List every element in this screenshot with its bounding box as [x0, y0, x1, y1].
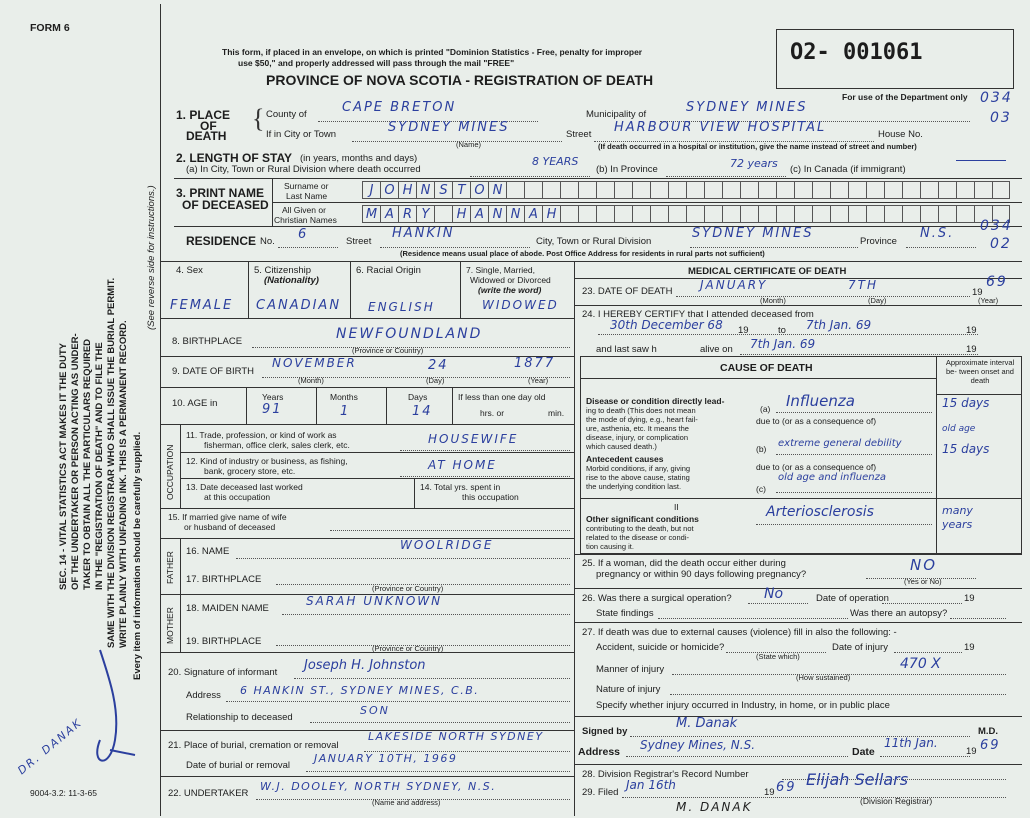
- envelope-line1: This form, if placed in an envelope, on which is printed "Dominion Statistics - Free, penalty for improper: [222, 47, 643, 57]
- citizen-value: CANADIAN: [256, 298, 342, 313]
- surname-label2: Last Name: [286, 191, 328, 201]
- external-label: 27. If death was due to external causes (violence) fill in also the following: -: [582, 627, 897, 638]
- occupation-vlabel: OCCUPATION: [165, 444, 175, 500]
- mother-maiden-label: 18. MAIDEN NAME: [186, 603, 269, 614]
- residence-province-label: Province: [860, 236, 897, 247]
- letter-box: J: [362, 181, 380, 199]
- sec14-line3: TAKER TO OBTAIN ALL THE PARTICULARS REQUIRED: [82, 338, 93, 590]
- letter-box: R: [398, 205, 416, 223]
- margin-signature-scribble: [80, 640, 140, 780]
- informant-sig-label: 20. Signature of informant: [168, 667, 278, 678]
- marital-label3: (write the word): [478, 285, 542, 295]
- residence-city: SYDNEY MINES: [692, 226, 814, 241]
- letter-box: H: [542, 205, 560, 223]
- middle-rule: [574, 262, 575, 816]
- dob-month: NOVEMBER: [272, 356, 357, 370]
- age-years: 91: [262, 402, 283, 417]
- med-date-year: 69: [980, 738, 1001, 753]
- mother-maiden: SARAH UNKNOWN: [306, 594, 443, 608]
- autopsy-label: Was there an autopsy?: [850, 608, 948, 619]
- surname-boxes: [362, 181, 1010, 199]
- stay-b-value: 72 years: [730, 157, 778, 170]
- birthplace-value: NEWFOUNDLAND: [336, 326, 483, 342]
- letter-box: [830, 205, 848, 223]
- place-label1: 1. PLACE: [176, 108, 231, 122]
- dob-day-cap: (Day): [426, 376, 445, 385]
- min-label: min.: [548, 408, 565, 418]
- attend-from-19: 19: [738, 325, 749, 336]
- letter-box: [578, 205, 596, 223]
- letter-box: [632, 205, 650, 223]
- letter-box: [812, 181, 830, 199]
- woman-value: NO: [910, 556, 938, 574]
- lessday-label: If less than one day old: [458, 392, 546, 402]
- residence-city-label: City, Town or Rural Division: [536, 236, 652, 247]
- place-code1: 034: [980, 90, 1013, 106]
- disease-sub1: ing to death (This does not mean: [586, 406, 696, 415]
- dob-label: 9. DATE OF BIRTH: [172, 366, 254, 377]
- injury-date-19: 19: [964, 642, 975, 653]
- cause-b: extreme general debility: [778, 438, 902, 449]
- letter-box: [812, 205, 830, 223]
- letter-box: Y: [416, 205, 434, 223]
- form-code: 9004-3.2: 11-3-65: [30, 788, 97, 798]
- letter-box: [614, 181, 632, 199]
- other-sub1: contributing to the death, but not: [586, 524, 694, 533]
- disease-label: Disease or condition directly lead-: [586, 396, 725, 406]
- given-label: All Given or: [282, 205, 326, 215]
- letter-box: H: [452, 205, 470, 223]
- spouse-label: 15. If married give name of wife: [168, 512, 287, 522]
- letter-box: [758, 181, 776, 199]
- stay-sub: (in years, months and days): [300, 153, 418, 164]
- letter-box: [776, 205, 794, 223]
- industry-value: AT HOME: [428, 458, 497, 472]
- dob-day: 24: [428, 358, 449, 373]
- letter-box: [650, 181, 668, 199]
- letter-box: [830, 181, 848, 199]
- citizen-label: 5. Citizenship: [254, 265, 312, 276]
- spouse-label2: or husband of deceased: [184, 522, 276, 532]
- letter-box: [506, 181, 524, 199]
- letter-box: N: [488, 205, 506, 223]
- letter-box: [956, 181, 974, 199]
- city-value: SYDNEY MINES: [388, 120, 510, 135]
- burial-date: JANUARY 10TH, 1969: [314, 752, 458, 765]
- letter-box: [848, 205, 866, 223]
- injury-place-label: Specify whether injury occurred in Industry, in home, or in public place: [596, 700, 890, 711]
- surname-label: Surname or: [284, 181, 329, 191]
- letter-box: [542, 181, 560, 199]
- father-name: WOOLRIDGE: [400, 538, 494, 552]
- how-caption: (How sustained): [796, 673, 851, 682]
- med-date: 11th Jan.: [884, 736, 938, 750]
- letter-box: [740, 205, 758, 223]
- residence-label: RESIDENCE: [186, 234, 257, 248]
- informant-address: 6 HANKIN ST., SYDNEY MINES, C.B.: [240, 684, 480, 697]
- total-label2: this occupation: [462, 492, 519, 502]
- place-label2: OF: [200, 119, 217, 133]
- signed-label: Signed by: [582, 726, 628, 737]
- mother-vlabel: MOTHER: [165, 607, 175, 644]
- sec14-line6: WRITE PLAINLY WITH UNFADING INK. THIS IS A PERMANENT RECORD.: [118, 320, 129, 648]
- op-date-19: 19: [964, 593, 975, 604]
- father-caption: (Province or Country): [372, 584, 444, 593]
- dept-use: For use of the Department only: [842, 92, 968, 102]
- filed-year: 69: [776, 780, 797, 795]
- lastsaw-date: 7th Jan. 69: [750, 337, 816, 351]
- letter-box: O: [380, 181, 398, 199]
- citizen-sub: (Nationality): [264, 275, 319, 286]
- disease-sub5: which caused death.): [586, 442, 657, 451]
- letter-box: [992, 181, 1010, 199]
- total-label: 14. Total yrs. spent in: [420, 482, 501, 492]
- letter-box: [956, 205, 974, 223]
- letter-box: A: [470, 205, 488, 223]
- letter-box: [866, 181, 884, 199]
- lastworked-label2: at this occupation: [204, 492, 271, 502]
- burial-date-label: Date of burial or removal: [186, 760, 291, 771]
- letter-box: [776, 181, 794, 199]
- letter-box: N: [506, 205, 524, 223]
- father-birthplace-label: 17. BIRTHPLACE: [186, 574, 262, 585]
- ante-label: Antecedent causes: [586, 454, 664, 464]
- stay-label: 2. LENGTH OF STAY: [176, 151, 293, 165]
- filed-19: 19: [764, 787, 775, 798]
- med-date-19: 19: [966, 746, 977, 757]
- relationship-value: SON: [360, 704, 390, 717]
- lastsaw-label: and last saw h: [596, 344, 657, 355]
- form-label: FORM 6: [30, 22, 70, 34]
- letter-box: [920, 181, 938, 199]
- envelope-line2: use $50," and properly addressed will pass through the mail "FREE": [238, 58, 515, 68]
- margin-note: DR. DANAK: [15, 715, 85, 778]
- age-days-label: Days: [408, 392, 428, 402]
- place-brace: {: [252, 104, 265, 133]
- marital-label2: Widowed or Divorced: [470, 275, 551, 285]
- accident-label: Accident, suicide or homicide?: [596, 642, 725, 653]
- street-value: HARBOUR VIEW HOSPITAL: [614, 120, 827, 135]
- county-label: County of: [266, 109, 307, 120]
- letter-box: [668, 205, 686, 223]
- letter-box: [704, 181, 722, 199]
- trade-label2: fisherman, office clerk, sales clerk, etc.: [204, 440, 350, 450]
- cause-a: Influenza: [786, 392, 855, 410]
- reverse-instructions: (See reverse side for instructions.): [146, 185, 157, 330]
- house-label: House No.: [878, 129, 923, 140]
- undertaker-caption: (Name and address): [372, 798, 441, 807]
- residence-note: (Residence means usual place of abode. Post Office Address for residents in rural parts not sufficient): [400, 249, 765, 258]
- letter-box: [884, 181, 902, 199]
- letter-box: [938, 181, 956, 199]
- med-address: Sydney Mines, N.S.: [640, 738, 756, 752]
- letter-box: [434, 205, 452, 223]
- other-label: Other significant conditions: [586, 514, 699, 524]
- roman-two: II: [674, 502, 679, 512]
- letter-box: [524, 181, 542, 199]
- registrar-signature: Elijah Sellars: [806, 770, 909, 789]
- age-days: 14: [412, 404, 433, 419]
- interval-other: many years: [942, 504, 973, 531]
- city-caption: (Name): [456, 140, 482, 149]
- marital-label: 7. Single, Married,: [466, 265, 535, 275]
- name-label2: OF DECEASED: [182, 198, 269, 212]
- city-label: If in City or Town: [266, 129, 337, 140]
- woman-label2: pregnancy or within 90 days following pregnancy?: [596, 569, 807, 580]
- residence-street: HANKIN: [392, 226, 455, 241]
- letter-box: A: [380, 205, 398, 223]
- letter-box: M: [362, 205, 380, 223]
- residence-street-label: Street: [346, 236, 372, 247]
- to-label: to: [778, 325, 786, 336]
- letter-box: [686, 181, 704, 199]
- attend-to-19: 19: [966, 325, 977, 336]
- med-date-label: Date: [852, 746, 875, 758]
- letter-box: [848, 181, 866, 199]
- informant-address-label: Address: [186, 690, 221, 701]
- surgery-label: 26. Was there a surgical operation?: [582, 593, 732, 604]
- county-value: CAPE BRETON: [342, 100, 457, 115]
- sec14-line2: OF THE UNDERTAKER OR PERSON ACTING AS UNDER-: [70, 333, 81, 590]
- due-to-2: due to (or as a consequence of): [756, 462, 877, 472]
- left-rule: [160, 4, 161, 816]
- dod-day-cap: (Day): [868, 296, 887, 305]
- father-vlabel: FATHER: [165, 551, 175, 584]
- attend-to: 7th Jan. 69: [806, 318, 872, 332]
- stay-a-value: 8 YEARS: [532, 155, 579, 168]
- med-address-label: Address: [578, 746, 621, 758]
- trade-value: HOUSEWIFE: [428, 432, 519, 446]
- certify-label: 24. I HEREBY CERTIFY that I attended deceased from: [582, 309, 814, 320]
- letter-box: [596, 181, 614, 199]
- residence-code1: 034: [980, 218, 1013, 234]
- dod-month-cap: (Month): [760, 296, 786, 305]
- given-boxes: [362, 205, 1010, 223]
- manner-label: Manner of injury: [596, 664, 665, 675]
- informant-signature: Joseph H. Johnston: [304, 658, 426, 673]
- burial-place: LAKESIDE NORTH SYDNEY: [368, 730, 544, 743]
- letter-box: [668, 181, 686, 199]
- letter-box: [920, 205, 938, 223]
- letter-box: A: [524, 205, 542, 223]
- cause-c: old age and influenza: [778, 472, 887, 483]
- hospital-note: (If death occurred in a hospital or institution, give the name instead of street and number): [598, 142, 917, 151]
- medical-title: MEDICAL CERTIFICATE OF DEATH: [688, 266, 847, 277]
- other-sub3: tion causing it.: [586, 542, 634, 551]
- ante-sub2: rise to the above cause, stating: [586, 473, 690, 482]
- letter-box: [974, 181, 992, 199]
- letter-box: [686, 205, 704, 223]
- residence-no-label: No.: [260, 236, 275, 247]
- sec14-line4: IN THE "REGISTRATION OF DEATH" AND TO FILE THE: [94, 342, 105, 590]
- sex-label: 4. Sex: [176, 265, 203, 276]
- findings-label: State findings: [596, 608, 654, 619]
- letter-box: [866, 205, 884, 223]
- nature-label: Nature of injury: [596, 684, 661, 695]
- sec14-line1: SEC. 14 - VITAL STATISTICS ACT MAKES IT THE DUTY: [58, 342, 69, 590]
- letter-box: N: [488, 181, 506, 199]
- manner-value: 470 X: [900, 656, 941, 672]
- dod-year: 69: [986, 274, 1008, 290]
- name-label1: 3. PRINT NAME: [176, 186, 265, 200]
- attend-from: 30th December 68: [610, 318, 723, 332]
- letter-box: [902, 205, 920, 223]
- lastworked-label: 13. Date deceased last worked: [186, 482, 303, 492]
- residence-province: N.S.: [920, 226, 955, 241]
- relationship-label: Relationship to deceased: [186, 712, 293, 723]
- yesno-caption: (Yes or No): [904, 577, 942, 586]
- letter-box: [614, 205, 632, 223]
- letter-box: N: [416, 181, 434, 199]
- burial-place-label: 21. Place of burial, cremation or removal: [168, 740, 339, 751]
- letter-box: [632, 181, 650, 199]
- ante-sub1: Morbid conditions, if any, giving: [586, 464, 691, 473]
- lastsaw-19: 19: [966, 344, 977, 355]
- dob-year: 1877: [514, 356, 556, 371]
- ante-sub3: the underlying condition last.: [586, 482, 682, 491]
- mother-birthplace-label: 19. BIRTHPLACE: [186, 636, 262, 647]
- sec14-line7: Every item of information should be carefully supplied.: [132, 431, 143, 680]
- sec14-line5: SAME WITH THE DIVISION REGISTRAR WHO SHALL ISSUE THE BURIAL PERMIT.: [106, 277, 117, 648]
- racial-label: 6. Racial Origin: [356, 265, 421, 276]
- age-months-label: Months: [330, 392, 358, 402]
- letter-box: [578, 181, 596, 199]
- stay-c-label: (c) In Canada (if immigrant): [790, 164, 906, 175]
- sex-value: FEMALE: [170, 298, 234, 313]
- interval-label: Approximate interval be- tween onset and death: [945, 358, 1015, 385]
- stay-a-label: (a) In City, Town or Rural Division where death occurred: [186, 164, 421, 175]
- letter-box: [794, 181, 812, 199]
- mother-caption: (Province or Country): [372, 644, 444, 653]
- letter-box: [740, 181, 758, 199]
- bottom-name: M. DANAK: [676, 800, 753, 814]
- letter-box: [722, 181, 740, 199]
- birthplace-label: 8. BIRTHPLACE: [172, 336, 243, 347]
- stay-b-label: (b) In Province: [596, 164, 658, 175]
- father-name-label: 16. NAME: [186, 546, 230, 557]
- birthplace-caption: (Province or Country): [352, 346, 424, 355]
- dob-month-cap: (Month): [298, 376, 324, 385]
- letter-box: [722, 205, 740, 223]
- woman-label: 25. If a woman, did the death occur either during: [582, 558, 786, 569]
- reg-number: O2- 001061: [790, 40, 923, 65]
- street-label: Street: [566, 129, 592, 140]
- surgery-value: No: [764, 586, 784, 602]
- filed-value: Jan 16th: [626, 778, 676, 792]
- place-code2: 03: [990, 110, 1012, 126]
- dob-year-cap: (Year): [528, 376, 549, 385]
- letter-box: [938, 205, 956, 223]
- cause-title: CAUSE OF DEATH: [720, 362, 813, 374]
- form-title: PROVINCE OF NOVA SCOTIA - REGISTRATION OF DEATH: [266, 72, 654, 88]
- municipality-label: Municipality of: [586, 109, 647, 120]
- signed-value: M. Danak: [676, 716, 738, 731]
- interval-a: 15 days: [942, 396, 990, 410]
- letter-box: [794, 205, 812, 223]
- registrar-caption: (Division Registrar): [860, 796, 933, 806]
- disease-sub4: disease, injury, or complication: [586, 433, 688, 442]
- state-which: (State which): [756, 652, 800, 661]
- interval-b-top: old age: [942, 424, 976, 434]
- marital-value: WIDOWED: [482, 298, 559, 312]
- dod-day: 7TH: [848, 278, 878, 292]
- residence-no: 6: [298, 227, 309, 242]
- industry-label: 12. Kind of industry or business, as fishing,: [186, 456, 348, 466]
- dod-label: 23. DATE OF DEATH: [582, 286, 673, 297]
- age-years-label: Years: [262, 392, 284, 402]
- age-label: 10. AGE in: [172, 398, 218, 409]
- letter-box: H: [398, 181, 416, 199]
- other-value: Arteriosclerosis: [766, 504, 874, 520]
- dod-year-cap: (Year): [978, 296, 999, 305]
- residence-code2: 02: [990, 236, 1012, 252]
- letter-box: [560, 205, 578, 223]
- letter-box: [560, 181, 578, 199]
- lastsaw-mid: alive on: [700, 344, 733, 355]
- letter-box: [884, 205, 902, 223]
- letter-box: O: [470, 181, 488, 199]
- letter-box: [704, 205, 722, 223]
- disease-sub3: ure, asthenia, etc. It means the: [586, 424, 689, 433]
- record-number-label: 28. Division Registrar's Record Number: [582, 769, 749, 780]
- letter-box: T: [452, 181, 470, 199]
- given-label2: Christian Names: [274, 215, 337, 225]
- undertaker-label: 22. UNDERTAKER: [168, 788, 249, 799]
- letter-box: [902, 181, 920, 199]
- injury-date-label: Date of injury: [832, 642, 888, 653]
- place-label3: DEATH: [186, 129, 227, 143]
- letter-box: [758, 205, 776, 223]
- md-label: M.D.: [978, 726, 999, 737]
- age-months: 1: [340, 404, 351, 419]
- racial-value: ENGLISH: [368, 300, 435, 314]
- op-date-label: Date of operation: [816, 593, 889, 604]
- interval-b: 15 days: [942, 442, 990, 456]
- dod-month: JANUARY: [700, 278, 768, 292]
- other-sub2: related to the disease or condi-: [586, 533, 689, 542]
- letter-box: [596, 205, 614, 223]
- filed-label: 29. Filed: [582, 787, 619, 798]
- dod-year-pre: 19: [972, 287, 983, 298]
- disease-sub2: the mode of dying, e.g., heart fail-: [586, 415, 698, 424]
- trade-label: 11. Trade, profession, or kind of work as: [186, 430, 337, 440]
- hrs-label: hrs. or: [480, 408, 505, 418]
- industry-label2: bank, grocery store, etc.: [204, 466, 296, 476]
- due-to-1: due to (or as a consequence of): [756, 416, 877, 426]
- letter-box: [650, 205, 668, 223]
- undertaker-value: W.J. DOOLEY, NORTH SYDNEY, N.S.: [260, 780, 497, 793]
- municipality-value: SYDNEY MINES: [686, 100, 808, 115]
- letter-box: S: [434, 181, 452, 199]
